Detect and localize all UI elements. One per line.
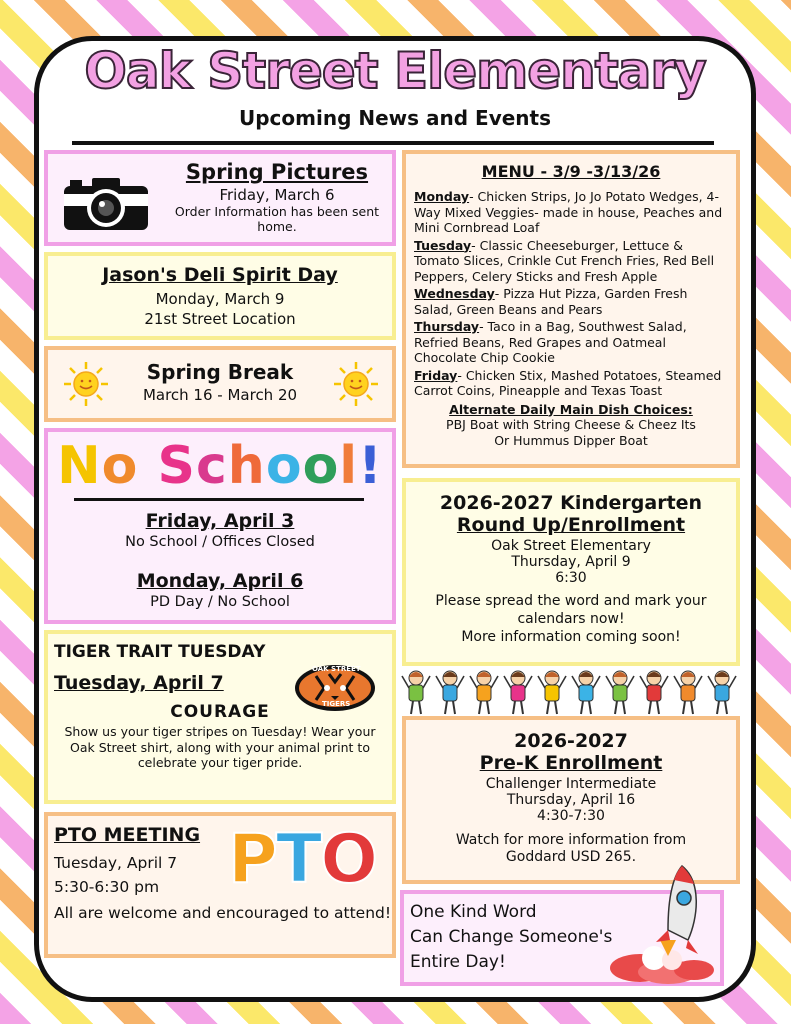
prek-date: Thursday, April 16 xyxy=(506,792,636,808)
menu-day-label: Thursday xyxy=(414,319,480,334)
child-figure xyxy=(470,671,498,714)
deli-spirit-day-box xyxy=(44,252,396,340)
spring-pictures-heading: Spring Pictures xyxy=(185,160,369,184)
child-figure xyxy=(708,671,736,714)
spring-pictures-box xyxy=(44,150,396,246)
tiger-trait-box xyxy=(44,630,396,804)
kinder-note-line1: Please spread the word and mark your calendars now! xyxy=(435,593,707,627)
pto-logo-letter: O xyxy=(320,820,377,899)
pto-logo-icon xyxy=(228,820,377,899)
kind-word-line3: Entire Day! xyxy=(410,952,506,972)
menu-day-items: - Taco in a Bag, Southwest Salad, Refried Beans, Red Grapes and Oatmeal Chocolate Chip Cookie xyxy=(414,319,687,365)
tiger-logo-bottom-text: TIGERS xyxy=(322,700,351,708)
pto-logo-letter: T xyxy=(275,820,321,899)
kindergarten-box xyxy=(402,478,740,666)
no-school-letter: o xyxy=(302,436,340,496)
prek-heading-line2: Pre-K Enrollment xyxy=(479,752,663,774)
prek-school: Challenger Intermediate xyxy=(485,776,657,792)
child-figure xyxy=(538,671,566,714)
no-school-day1-heading: Friday, April 3 xyxy=(145,510,295,532)
menu-day-items: - Classic Cheeseburger, Lettuce & Tomato Slices, Crinkle Cut French Fries, Red Bell Peppers, Celery Sticks and Fresh Apple xyxy=(414,237,715,284)
child-figure xyxy=(640,671,668,714)
no-school-letter: c xyxy=(195,436,228,496)
kind-word-line1: One Kind Word xyxy=(410,902,537,922)
spring-pictures-date: Friday, March 6 xyxy=(219,186,335,204)
prek-time: 4:30-7:30 xyxy=(537,808,605,824)
deli-heading: Jason's Deli Spirit Day xyxy=(102,264,338,286)
menu-day-item xyxy=(414,189,728,236)
child-figure xyxy=(572,671,600,714)
child-figure xyxy=(402,671,430,714)
child-figure xyxy=(504,671,532,714)
kinder-school: Oak Street Elementary xyxy=(491,538,651,554)
no-school-day2-heading: Monday, April 6 xyxy=(136,570,304,592)
pto-heading: PTO MEETING xyxy=(54,824,201,846)
no-school-divider xyxy=(74,498,364,501)
tiger-logo-top-text: OAK STREET xyxy=(312,665,361,673)
pto-meeting-box xyxy=(44,812,396,958)
menu-day-items: - Pizza Hut Pizza, Garden Fresh Salad, Green Beans and Pears xyxy=(414,286,688,317)
pto-time: 5:30-6:30 pm xyxy=(54,878,160,896)
no-school-letter: o xyxy=(265,436,303,496)
children-row-icon xyxy=(400,668,742,718)
prek-note: Watch for more information from Goddard USD 265. xyxy=(455,832,687,865)
deli-date: Monday, March 9 xyxy=(155,290,285,308)
menu-day-item xyxy=(414,368,728,399)
menu-day-label: Wednesday xyxy=(414,286,495,301)
menu-box xyxy=(402,150,740,468)
kinder-note-line2: More information coming soon! xyxy=(461,629,681,645)
menu-day-label: Tuesday xyxy=(414,237,472,253)
no-school-letter: ! xyxy=(358,436,383,496)
page-subtitle: Upcoming News and Events xyxy=(239,106,551,130)
no-school-day1-note: No School / Offices Closed xyxy=(125,534,315,550)
no-school-letter: h xyxy=(227,436,266,496)
no-school-day2-note: PD Day / No School xyxy=(150,594,290,610)
prek-heading-line1: 2026-2027 xyxy=(514,730,628,752)
spring-break-heading: Spring Break xyxy=(146,360,294,384)
menu-day-list xyxy=(406,189,736,399)
pto-note: All are welcome and encouraged to attend! xyxy=(54,904,392,922)
spring-pictures-note: Order Information has been sent home. xyxy=(174,204,380,234)
no-school-letter: o xyxy=(101,436,139,496)
title-divider xyxy=(72,141,714,145)
tiger-date: Tuesday, April 7 xyxy=(54,672,224,694)
spring-break-dates: March 16 - March 20 xyxy=(142,386,298,404)
no-school-letter: N xyxy=(57,436,102,496)
kinder-heading-line1: 2026-2027 Kindergarten xyxy=(439,492,703,514)
rocket-icon xyxy=(598,860,716,984)
menu-day-label: Friday xyxy=(414,367,458,383)
menu-alt-heading: Alternate Daily Main Dish Choices: xyxy=(449,401,693,417)
sun-icon xyxy=(332,360,380,408)
menu-day-item xyxy=(414,319,728,366)
kinder-heading-line2: Round Up/Enrollment xyxy=(456,514,686,536)
child-figure xyxy=(436,671,464,714)
prek-box xyxy=(402,716,740,884)
no-school-box xyxy=(44,428,396,624)
menu-day-label: Monday xyxy=(414,189,470,204)
no-school-letter: S xyxy=(157,436,196,496)
no-school-letter xyxy=(138,436,157,496)
page-title: Oak Street Elementary xyxy=(84,42,706,100)
kind-word-line2: Can Change Someone's xyxy=(410,927,613,947)
menu-alt-line1: PBJ Boat with String Cheese & Cheez Its xyxy=(446,416,696,432)
sun-icon xyxy=(62,360,110,408)
tiger-body: Show us your tiger stripes on Tuesday! Wear your Oak Street shirt, along with your animal print to celebrate your tiger pride. xyxy=(64,724,376,770)
menu-day-items: - Chicken Strips, Jo Jo Potato Wedges, 4-Way Mixed Veggies- made in house, Peaches and Mini Cornbread Loaf xyxy=(414,189,723,235)
menu-day-item xyxy=(414,238,728,285)
child-figure xyxy=(606,671,634,714)
menu-day-item xyxy=(414,286,728,317)
pto-date: Tuesday, April 7 xyxy=(54,854,178,872)
child-figure xyxy=(674,671,702,714)
tiger-trait: COURAGE xyxy=(170,702,270,722)
pto-logo-letter: P xyxy=(228,820,276,899)
deli-location: 21st Street Location xyxy=(144,310,296,328)
no-school-letter: l xyxy=(339,436,359,496)
no-school-banner xyxy=(48,436,392,498)
spring-break-box xyxy=(44,346,396,422)
camera-icon xyxy=(62,174,150,232)
kinder-date: Thursday, April 9 xyxy=(511,554,631,570)
menu-heading: MENU - 3/9 -3/13/26 xyxy=(481,162,661,181)
menu-day-items: - Chicken Stix, Mashed Potatoes, Steamed Carrot Coins, Pineapple and Texas Toast xyxy=(414,367,722,398)
tiger-heading: TIGER TRAIT TUESDAY xyxy=(54,642,266,662)
menu-alt-line2: Or Hummus Dipper Boat xyxy=(494,432,648,448)
kinder-time: 6:30 xyxy=(555,570,587,586)
